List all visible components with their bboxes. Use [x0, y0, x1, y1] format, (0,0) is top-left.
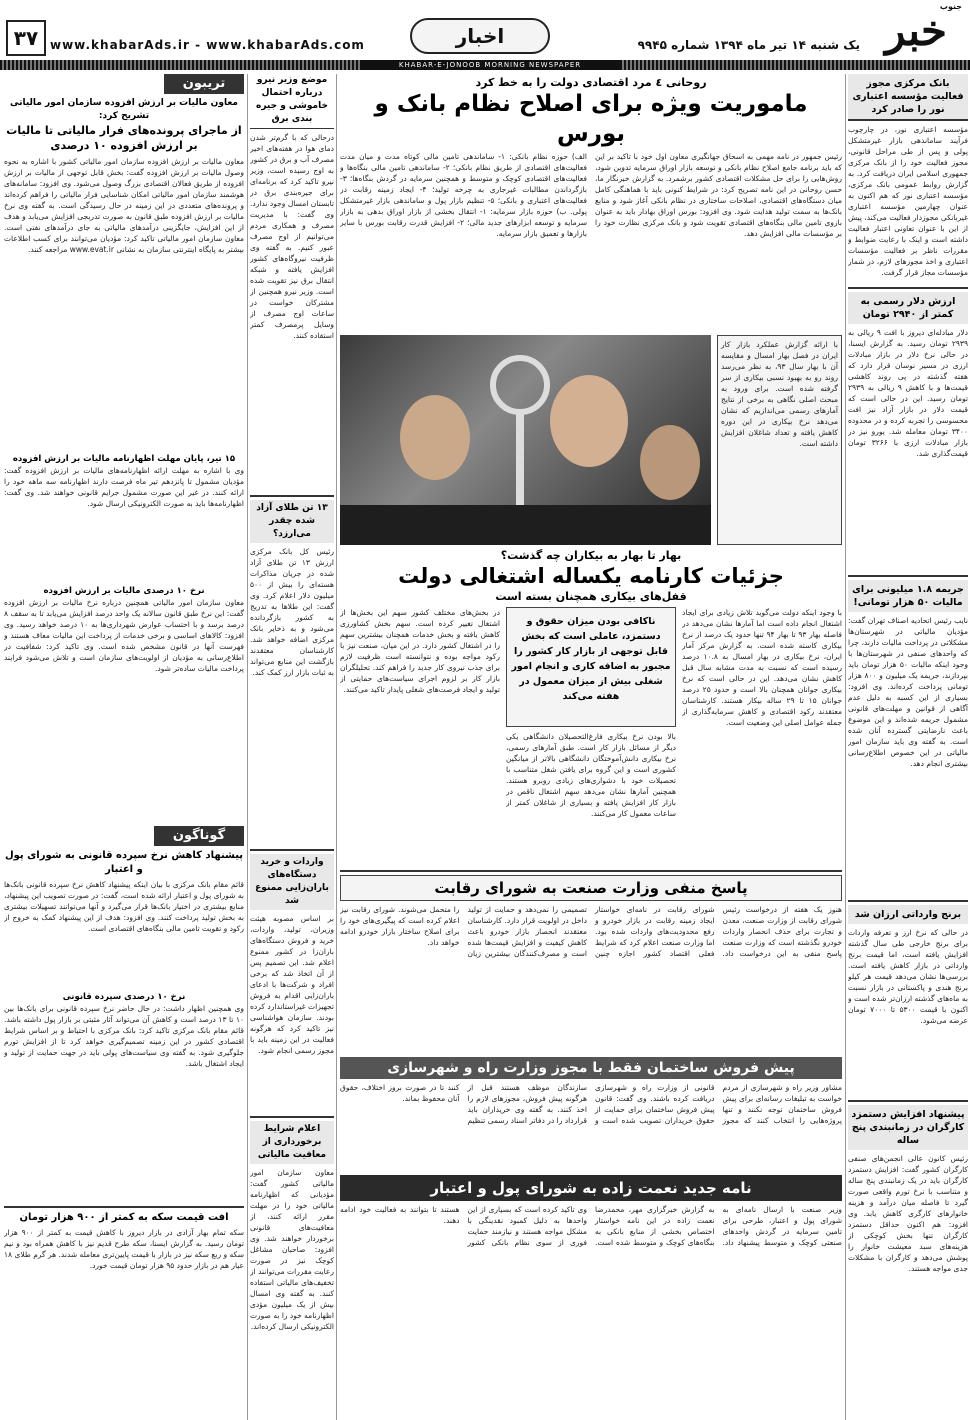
story-body: با وجود اینکه دولت می‌گوید تلاش زیادی برای ایجاد اشتغال انجام داده است اما آمارها نشان می‌دهد در فاصله بهار ۹۳ تا بهار ۹۴ تنها حدود یک درصد از نرخ بیکاری کاسته شده است. به گزارش مرکز آمار ایران، نرخ بیکاری در بهار امسال به ۱۰.۸ درصد رسیده است که نسبت به مدت مشابه سال قبل کاهش نشان می‌دهد. این در حالی است که نرخ بیکاری جوانان همچنان بالا است و حدود ۲۵ درصد جوانان ۱۵ تا ۲۹ ساله بیکار هستند. کارشناسان معتقدند رکود اقتصادی و کاهش سرمایه‌گذاری از جمله عوامل اصلی این وضعیت است. — [682, 608, 842, 727]
logo-subtitle: جنوب — [939, 2, 962, 11]
story-title: از ماجرای پرونده‌های فرار مالیاتی تا مالیات بر ارزش افزوده ۱۰ درصدی — [6, 124, 242, 152]
story-title: بانک مرکزی مجوز فعالیت مؤسسه اعتباری نور را صادر کرد — [848, 74, 968, 121]
story-body: معاون سازمان امور مالیاتی کشور گفت: مؤدیانی که اظهارنامه مالیاتی خود را در مهلت مقرر ارائه کنند، از معافیت‌های قانونی برخوردار خواهند شد. وی افزود: صاحبان مشاغل کوچک نیز در صورت رعایت مقررات می‌توانند از تخفیف‌های مالیاتی استفاده کنند. به گفته وی امسال بیش از یک میلیون مؤدی اظهارنامه خود را به صورت الکترونیکی ارسال کرده‌اند. — [250, 1168, 334, 1331]
main-headline: ماموریت ویژه برای اصلاح نظام بانک و بورس — [374, 91, 808, 147]
story-body: سکه تمام بهار آزادی در بازار دیروز با کاهش قیمت به کمتر از ۹۰۰ هزار تومان رسید. به گزارش ایسنا، سکه طرح قدیم نیز با کاهش همراه بود و نیم سکه و ربع سکه نیز در بازار با قیمت پایین‌تری معامله شدند. هر گرم طلای ۱۸ عیار هم در بازار حدود ۹۵ هزار تومان قیمت خورد. — [4, 1228, 244, 1270]
story-body: الف) حوزه نظام بانکی: ۱- ساماندهی تامین مالی کوتاه مدت و میان مدت فعالیت‌های اقتصادی از طریق نظام بانکی؛ ۲- ساماندهی تامین مالی بنگاه‌ها و فعالیت‌های اقتصادی کوچک و متوسط و همچنین سرمایه در گردش بنگاه‌ها؛ ۳- بازگرداندن مطالبات غیرجاری به چرخه تولید؛ ۴- ایجاد زمینه رقابت در فعالیت‌های اعتباری و بانکی؛ ۵- تنظیم بازار پول و ساماندهی بازار غیرمتشکل پولی. ب) حوزه بازار سرمایه: ۱- انتقال بخشی از بازار اوراق بدهی به بازار سرمایه و توسعه ابزارهای جدید مالی؛ ۲- افزایش قدرت رقابت بورس با سایر بازارها و تعمیق بازار سرمایه. — [340, 152, 587, 238]
headline-3: پاسخ منفی وزارت صنعت به شورای رقابت — [340, 875, 842, 901]
story-body: قائم مقام بانک مرکزی با بیان اینکه پیشنهاد کاهش نرخ سپرده قانونی بانک‌ها به شورای پول و اعتبار ارائه شده است، گفت: در صورت تصویب این پیشنهاد، منابع بیشتری در اختیار بانک‌ها قرار می‌گیرد و آنها می‌توانند تسهیلات بیشتری به بخش تولید پرداخت کنند. وی افزود: هدف از این پیشنهاد کمک به خروج از رکود و تقویت تامین مالی بنگاه‌های اقتصادی است. — [4, 880, 244, 933]
story-kicker: معاون مالیات بر ارزش افزوده سازمان امور مالیاتی تشریح کرد: — [9, 98, 238, 121]
website-urls: www.khabarAds.ir - www.khabarAds.com — [50, 38, 365, 52]
story-body: بر اساس مصوبه هیئت وزیران، تولید، واردات، خرید و فروش دستگاه‌های باران‌زا در کشور ممنوع اعلام شد. این تصمیم پس از آن اتخاذ شد که برخی افراد و شرکت‌ها با ادعای باران‌زایی اقدام به فروش تجهیزات غیراستاندارد کرده بودند. سازمان هواشناسی نیز تاکید کرد که هرگونه فعالیت در این زمینه باید با مجوز رسمی انجام شود. — [250, 914, 334, 1055]
story-subhead: نرخ ۱۰ درصدی مالیات بر ارزش افزوده — [43, 586, 205, 596]
story-body: وزیر صنعت با ارسال نامه‌ای به شورای پول و اعتبار، طرحی برای تامین سرمایه در گردش واحدهای صنعتی کوچک و متوسط پیشنهاد داد. به گزارش خبرگزاری مهر، محمدرضا نعمت زاده در این نامه خواستار اختصاص بخشی از منابع بانکی به بنگاه‌های کوچک و متوسط شده است. وی تاکید کرده است که بسیاری از این واحدها به دلیل کمبود نقدینگی با مشکل مواجه هستند و نیازمند حمایت فوری از سوی نظام بانکی کشور هستند تا بتوانند به فعالیت خود ادامه دهند. — [340, 1205, 842, 1247]
story-body: معاون سازمان امور مالیاتی همچنین درباره نرخ مالیات بر ارزش افزوده گفت: این نرخ طبق قانون سالانه یک واحد درصد افزایش می‌یابد تا به سقف ۸ درصد برسد و با احتساب عوارض شهرداری‌ها به ۱۰ درصد خواهد رسید. وی افزود: کالاهای اساسی و برخی خدمات از پرداخت این مالیات معاف هستند و فهرست آنها در قانون مشخص شده است. وی تاکید کرد: شفافیت در اطلاع‌رسانی به مؤدیان از اولویت‌های سازمان است و تلاش می‌شود فرایند پرداخت مالیات ساده‌تر شود. — [4, 598, 244, 673]
photo-caption: با ارائه گزارش عملکرد بازار کار ایران در فصل بهار امسال و مقایسه آن با بهار سال ۹۳، به نظر می‌رسد روند رو به بهبود نسبی بیکاری از سر گرفته شده است. برای ورود به مبحث اصلی نگاهی به برخی از نتایج آمارهای رسمی می‌اندازیم که نشان می‌دهد نرخ بیکاری در این دوره کاهش یافته و تعداد شاغلان افزایش داشته است. — [717, 335, 842, 545]
left-column — [4, 74, 244, 1420]
story-body: وی همچنین اظهار داشت: در حال حاضر نرخ سپرده قانونی برای بانک‌ها بین ۱۰ تا ۱۳ درصد است و کاهش آن می‌تواند آثار مثبتی بر بازار پول داشته باشد. قائم مقام بانک مرکزی تاکید کرد: بانک مرکزی با احتیاط و بر اساس شرایط اقتصادی کشور در این زمینه تصمیم‌گیری خواهد کرد تا از افزایش تورم جلوگیری شود. به گفته وی سیاست‌های پولی باید در جهت حمایت از تولید و ایجاد اشتغال باشد. — [4, 1004, 244, 1068]
center-column — [340, 74, 842, 1420]
story-body: در بخش‌های مختلف کشور سهم این بخش‌ها از اشتغال تغییر کرده است. سهم بخش کشاورزی کاهش یافته و بخش خدمات همچنان بیشترین سهم را در اشتغال کشور دارد. در این میان، صنعت نیز با رکود مواجه بوده و نتوانسته است ظرفیت لازم برای جذب نیروی کار جدید را فراهم کند. تحلیلگران بازار کار بر لزوم اجرای سیاست‌های حمایتی از تولید و ایجاد فرصت‌های شغلی پایدار تاکید می‌کنند. — [340, 608, 500, 694]
story-body: وی با اشاره به مهلت ارائه اظهارنامه‌های مالیات بر ارزش افزوده گفت: مؤدیان مشمول تا پانزدهم تیر ماه فرصت دارند اظهارنامه سه ماهه خود را ارائه کنند. در غیر این صورت مشمول جرایم قانونی خواهند شد. وی گفت: اظهارنامه‌ها باید به صورت الکترونیکی ارسال شود. — [4, 466, 244, 508]
masthead — [0, 0, 970, 62]
section-title: اخبار — [410, 18, 550, 54]
story-body: رئیس کل بانک مرکزی ارزش ۱۳ تن طلای آزاد شده در جریان مذاکرات هسته‌ای را بیش از ۵۰۰ میلیون دلار اعلام کرد. وی گفت: این طلاها به تدریج به کشور بازگردانده می‌شود و به ذخایر بانک مرکزی اضافه خواهد شد. کارشناسان معتقدند بازگشت این منابع می‌تواند به ثبات بازار ارز کمک کند. — [250, 547, 334, 677]
story-body: رئیس کانون عالی انجمن‌های صنفی کارگران کشور گفت: افزایش دستمزد کارگران باید در یک زمانبندی پنج ساله و متناسب با نرخ تورم واقعی صورت گیرد تا فاصله میان درآمد و هزینه خانوارهای کارگری کاهش یابد. وی افزود: هم اکنون حداقل دستمزد کارگران تنها بخش کوچکی از هزینه‌های سبد معیشت خانوار را پوشش می‌دهد و کارگران با مشکلات جدی مواجه هستند. — [848, 1154, 968, 1273]
story-title: ۱۳ تن طلای آزاد شده چقدر می‌ارزد؟ — [250, 500, 334, 543]
headline-2: جزئیات کارنامه یکساله اشتغالی دولت — [398, 564, 784, 588]
section-label-misc: گوناگون — [154, 826, 244, 846]
story-title: ارزش دلار رسمی به کمتر از ۲۹۴۰ تومان — [848, 292, 968, 324]
pull-quote: ناکافی بودن میزان حقوق و دستمزد، عاملی است که بخش قابل توجهی از بازار کار کشور را مجبور به اضافه کاری و انجام امور شغلی بیش از میزان معمول در هفته می‌کند — [506, 607, 676, 727]
story-title: واردات و خرید دستگاه‌های باران‌زایی ممنوع شد — [250, 854, 334, 910]
page-number: ۳۷ — [6, 20, 46, 56]
story-body: معاون مالیات بر ارزش افزوده سازمان امور مالیاتی کشور با اشاره به نحوه وصول مالیات بر ارزش افزوده گفت: بخش قابل توجهی از مالیات بر ارزش افزوده از طریق فعالان اقتصادی بزرگ وصول می‌شود. وی افزود: سامانه‌های هوشمند سازمان امور مالیاتی امکان شناسایی فرار مالیاتی را فراهم کرده‌اند و پرونده‌های متعددی در این زمینه در حال رسیدگی است. به گفته وی نرخ مالیات بر ارزش افزوده طبق قانون به صورت تدریجی افزایش می‌یابد و هدف از این افزایش، جایگزینی درآمدهای مالیاتی به جای درآمدهای نفتی است. معاون سازمان امور مالیاتی تاکید کرد: مؤدیان می‌توانند برای کسب اطلاعات بیشتر به پایگاه اینترنتی سازمان به نشانی www.evat.ir مراجعه کنند. — [4, 157, 244, 254]
mid-column — [250, 74, 334, 1420]
story-body: درحالی که با گرم‌تر شدن دمای هوا در هفته‌های اخیر مصرف آب و برق در کشور به اوج رسیده است، وزیر نیرو تاکید کرد که برنامه‌ای برای جیره‌بندی برق در تابستان امسال وجود ندارد. وی گفت: با مدیریت مصرف و همکاری مردم می‌توانیم از اوج مصرف عبور کنیم. به گفته وی ظرفیت نیروگاه‌های کشور افزایش یافته و شبکه انتقال برق نیز تقویت شده است. وزیر نیرو همچنین از مشترکان خواست در ساعات اوج مصرف از وسایل پرمصرف کمتر استفاده کنند. — [250, 133, 334, 340]
story-body: نایب رئیس اتحادیه اصناف تهران گفت: مؤدیان مالیاتی در شهرستان‌ها مشکلاتی در پرداخت مالیات دارند، چرا که واحدهای صنفی در شهرستان‌ها با وجود اینکه مالیات ۵۰ هزار تومان باید بپردازند، جریمه یک میلیون و ۸۰۰ هزار تومانی پرداخت کرده‌اند. وی افزود: بسیاری از این کسبه به دلیل عدم آگاهی از قوانین و مهلت‌های قانونی مشمول جریمه شده‌اند و این موضوع باعث نارضایتی گسترده آنان شده است. به گفته وی باید سازمان امور مالیاتی در این خصوص اطلاع‌رسانی بیشتری انجام دهد. — [848, 616, 968, 768]
newspaper-logo: خبر — [885, 5, 947, 55]
story-title: افت قیمت سکه به کمتر از ۹۰۰ هزار تومان — [19, 1212, 229, 1223]
story-title: پیشنهاد افزایش دستمزد کارگران در زمانبندی پنج ساله — [848, 1105, 968, 1150]
story-title: برنج وارداتی ارزان شد — [848, 905, 968, 924]
story-body: مؤسسه اعتباری نور، در چارچوب فرآیند ساماندهی بازار غیرمتشکل پولی و پس از طی مراحل قانونی، مجوز فعالیت خود را از بانک مرکزی جمهوری اسلامی ایران دریافت کرد. به گزارش روابط عمومی بانک مرکزی، مؤسسه اعتباری نور که هم اکنون به عنوان چهارمین مؤسسه اعتباری غیربانکی مجوزدار فعالیت می‌کند، پیش از این با عنوان تعاونی اعتبار فعالیت داشته است و اینک با رعایت ضوابط و مقررات ناظر بر فعالیت مؤسسات اعتباری و اخذ مجوزهای لازم، در شمار مؤسسات مجاز قرار گرفت. — [848, 125, 968, 277]
story-title: پیشنهاد کاهش نرخ سپرده قانونی به شورای پول و اعتبار — [4, 850, 244, 875]
story-body: دلار مبادله‌ای دیروز با افت ۹ ریالی به ۲۹۳۹ تومان رسید. به گزارش ایسنا، در حالی نرخ دلار در بازار مبادلات ارزی در مسیر نوسان قرار دارد که هفته گذشته در پی روند کاهشی قیمت‌ها و با کاهش ۹ ریالی به ۲۹۳۹ تومان رسید. این در حالی است که قیمت دلار در بازار آزاد نیز افت محسوسی را تجربه کرده و در محدوده ۳۴۰۰ تومان معامله شد. یورو نیز در بازار مبادلات ارزی با ۳۲۶۶ تومان قیمت‌گذاری شد. — [848, 328, 968, 458]
story-body: هنوز یک هفته از درخواست رئیس شورای رقابت از وزارت صنعت، معدن و تجارت برای حذف انحصار واردات خودرو نگذشته است که وزارت صنعت پاسخ منفی به این درخواست داد. شورای رقابت در نامه‌ای خواستار ایجاد زمینه رقابت در بازار خودرو و رفع محدودیت‌های واردات شده بود. اما وزارت صنعت اعلام کرد که شرایط فعلی اقتصاد کشور اجازه چنین تصمیمی را نمی‌دهد و حمایت از تولید داخل در اولویت قرار دارد. کارشناسان معتقدند انحصار بازار خودرو باعث کاهش کیفیت و افزایش قیمت‌ها شده است و مصرف‌کنندگان بیشترین زیان را متحمل می‌شوند. شورای رقابت نیز اعلام کرده است که پیگیری‌های خود را برای اصلاح ساختار بازار خودرو ادامه خواهد داد. — [340, 905, 842, 958]
story-title: جریمه ۱.۸ میلیونی برای مالیات ۵۰ هزار تومانی! — [848, 580, 968, 612]
headline-4: پیش فروش ساختمان فقط با مجوز وزارت راه و شهرسازی — [340, 1057, 842, 1079]
headline-5: نامه جدید نعمت زاده به شورای پول و اعتبار — [340, 1175, 842, 1201]
deck-2: قفل‌های بیکاری همچنان بسته است — [495, 590, 687, 603]
story-subhead: ۱۵ تیر، پایان مهلت اظهارنامه مالیات بر ارزش افزوده — [12, 454, 236, 464]
story-body: رئیس جمهور در نامه مهمی به اسحاق جهانگیری معاون اول خود با تاکید بر این که باید برنامه جامع اصلاح نظام بانکی و توسعه بازار اوراق سرمایه تدوین شود، روش‌هایی را برای حل مشکلات اقتصادی کشور برشمرد. به گزارش خبرنگار ما، حسن روحانی در این نامه تصریح کرد: در شرایط کنونی باید با هماهنگی کامل میان دستگاه‌های اقتصادی، اصلاحات ساختاری در نظام بانکی آغاز شود و منابع بانک‌ها به سمت تولید هدایت شود. وی افزود: بورس اوراق بهادار باید به عنوان بازوی تامین مالی بنگاه‌های اقتصادی تقویت شود و بانک مرکزی نظارت خود را بر مؤسسات مالی افزایش دهد. — [595, 152, 842, 238]
story-body: مشاور وزیر راه و شهرسازی از مردم خواست به تبلیغات رسانه‌ای برای پیش فروش ساختمان توجه نکنند و تنها پروژه‌هایی را انتخاب کنند که مجوز قانونی از وزارت راه و شهرسازی دریافت کرده باشند. وی گفت: قانون پیش فروش ساختمان برای حمایت از حقوق خریداران تصویب شده است و سازندگان موظف هستند قبل از هرگونه پیش فروش، مجوزهای لازم را اخذ کنند. به گفته وی خریداران باید قرارداد را در دفاتر اسناد رسمی تنظیم کنند تا در صورت بروز اختلاف، حقوق آنان محفوظ بماند. — [340, 1083, 842, 1125]
story-body: بالا بودن نرخ بیکاری فارغ‌التحصیلان دانشگاهی یکی دیگر از مسائل بازار کار است. طبق آمارهای رسمی، نرخ بیکاری دانش‌آموختگان دانشگاهی بالاتر از میانگین کشوری است و این گروه برای یافتن شغل متناسب با تحصیلات خود با دشواری‌های زیادی روبرو هستند. همچنین آمارها نشان می‌دهد سهم اشتغال ناقص در بازار کار افزایش یافته و بسیاری از شاغلان کمتر از ساعات معمول کار می‌کنند. — [506, 732, 676, 818]
story-title: اعلام شرایط برخورداری از معافیت مالیاتی — [250, 1121, 334, 1164]
news-photo — [340, 335, 711, 545]
dateline: یک شنبه ۱۴ تیر ماه ۱۳۹۴ شماره ۹۹۴۵ — [637, 38, 860, 52]
headline-kicker: روحانی ٤ مرد اقتصادی دولت را به خط کرد — [475, 76, 707, 89]
story-subhead: نرخ ۱۰ درصدی سپرده قانونی — [62, 992, 186, 1002]
sub-kicker: بهار تا بهار به بیکاران چه گذشت؟ — [500, 549, 682, 562]
section-label-tribune: تریبون — [164, 74, 244, 94]
story-title: موضع وزیر نیرو درباره احتمال خاموشی و جیره بندی برق — [250, 74, 334, 129]
story-body: در حالی که نرخ ارز و تعرفه واردات برای برنج خارجی طی سال گذشته افزایش یافته است، اما قیمت برنج وارداتی در بازار کاهش یافته است. بررسی‌ها نشان می‌دهد قیمت هر کیلو برنج هندی و پاکستانی در بازار نسبت به ماه‌های گذشته ارزان‌تر شده است و اکنون با قیمت ۵۳۰۰ تا ۷۰۰۰ تومان عرضه می‌شود. — [848, 928, 968, 1025]
right-column — [848, 74, 968, 1420]
masthead-band: KHABAR-E-JONOOB MORNING NEWSPAPER — [360, 60, 620, 70]
